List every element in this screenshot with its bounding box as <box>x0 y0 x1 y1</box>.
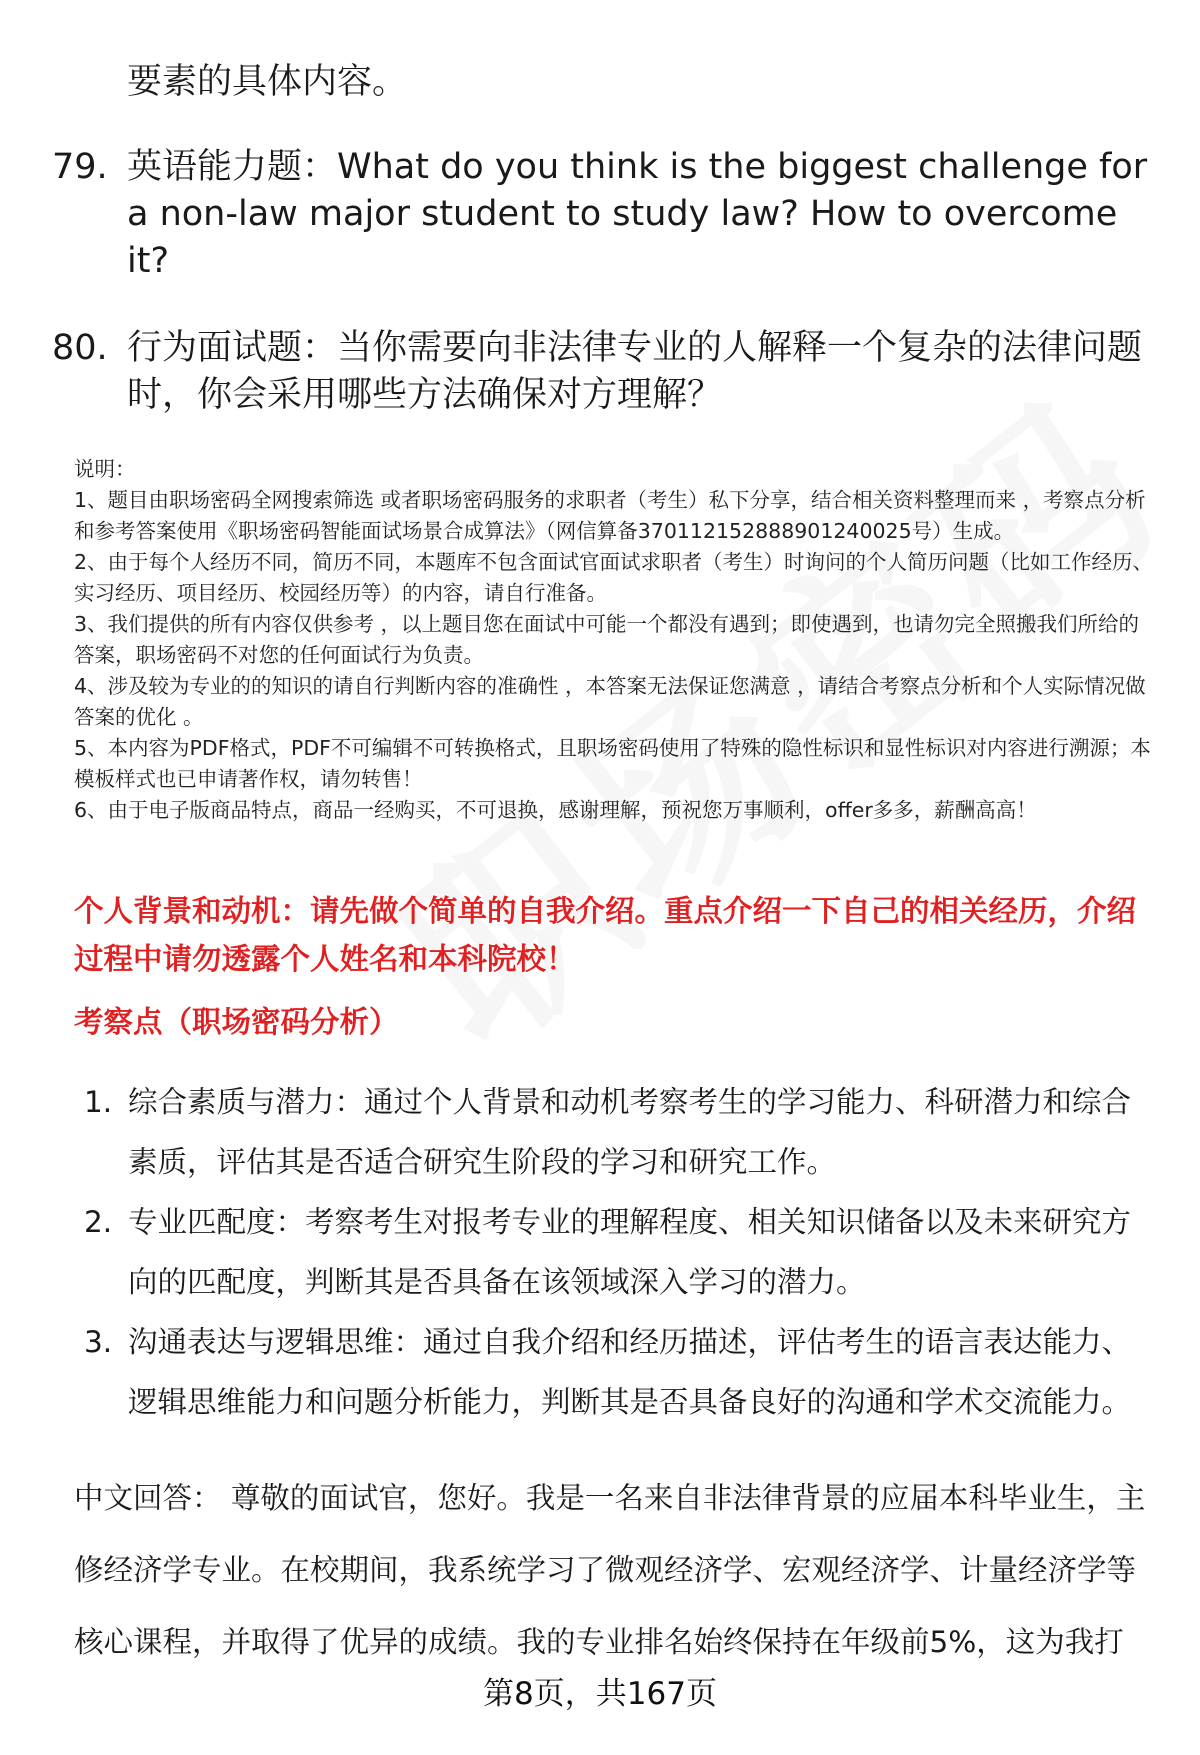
point-text: 沟通表达与逻辑思维：通过自我介绍和经历描述，评估考生的语言表达能力、逻辑思维能力和问题分析能力，判断其是否具备良好的沟通和学术交流能力。 <box>128 1325 1132 1419</box>
page-footer <box>0 1672 1200 1716</box>
note-item: 2、由于每个人经历不同，简历不同，本题库不包含面试官面试求职者（考生）时询问的个人简历问题（比如工作经历、实习经历、项目经历、校园经历等）的内容，请自行准备。 <box>74 550 1154 605</box>
note-item: 4、涉及较为专业的的知识的请自行判断内容的准确性 ，本答案无法保证您满意 ，请结合考察点分析和个人实际情况做答案的优化 。 <box>74 674 1146 729</box>
list-item <box>84 1072 1159 1192</box>
note-item: 1、题目由职场密码全网搜索筛选 或者职场密码服务的求职者（考生）私下分享，结合相关资料整理而来 ，考察点分析和参考答案使用《职场密码智能面试场景合成算法》（网信算备370112152888901240025号）生成。 <box>74 488 1146 543</box>
question-text: 英语能力题：What do you think is the biggest challenge for a non-law major student to study law? How to overcome it? <box>127 147 1148 281</box>
question-number: 80. <box>52 328 108 368</box>
point-number: 1. <box>84 1085 113 1119</box>
point-text: 综合素质与潜力：通过个人背景和动机考察考生的学习能力、科研潜力和综合素质，评估其是否适合研究生阶段的学习和研究工作。 <box>128 1085 1132 1179</box>
question-79 <box>52 144 1152 285</box>
question-number: 79. <box>52 147 108 187</box>
list-item <box>84 1192 1159 1312</box>
notes-title: 说明： <box>74 457 136 481</box>
disclaimer-notes <box>74 454 1159 826</box>
question-80 <box>52 325 1152 419</box>
chinese-answer: 中文回答： 尊敬的面试官，您好。我是一名来自非法律背景的应届本科毕业生，主修经济学专业。在校期间，我系统学习了微观经济学、宏观经济学、计量经济学等核心课程，并取得了优异的成绩。我的专业排名始终保持在年级前5%，这为我打 <box>74 1481 1146 1659</box>
point-number: 3. <box>84 1325 113 1359</box>
note-item: 3、我们提供的所有内容仅供参考 ，以上题目您在面试中可能一个都没有遇到；即使遇到，也请勿完全照搬我们所给的答案，职场密码不对您的任何面试行为负责。 <box>74 612 1140 667</box>
question-text: 行为面试题：当你需要向非法律专业的人解释一个复杂的法律问题时，你会采用哪些方法确保对方理解？ <box>127 328 1143 415</box>
point-number: 2. <box>84 1205 113 1239</box>
note-item: 6、由于电子版商品特点，商品一经购买，不可退换，感谢理解，预祝您万事顺利，offer多多，薪酬高高！ <box>74 798 1037 822</box>
section-question-heading: 个人背景和动机：请先做个简单的自我介绍。重点介绍一下自己的相关经历，介绍过程中请勿透露个人姓名和本科院校！ <box>74 894 1137 976</box>
section-subheading: 考察点（职场密码分析） <box>74 1005 399 1039</box>
point-text: 专业匹配度：考察考生对报考专业的理解程度、相关知识储备以及未来研究方向的匹配度，判断其是否具备在该领域深入学习的潜力。 <box>128 1205 1132 1299</box>
note-item: 5、本内容为PDF格式，PDF不可编辑不可转换格式，且职场密码使用了特殊的隐性标识和显性标识对内容进行溯源；本模板样式也已申请著作权，请勿转售！ <box>74 736 1151 791</box>
previous-question-continuation: 要素的具体内容。 <box>127 62 408 102</box>
assessment-points-list <box>84 1072 1159 1432</box>
list-item <box>84 1312 1159 1432</box>
page-number-label: 第8页，共167页 <box>483 1676 717 1712</box>
